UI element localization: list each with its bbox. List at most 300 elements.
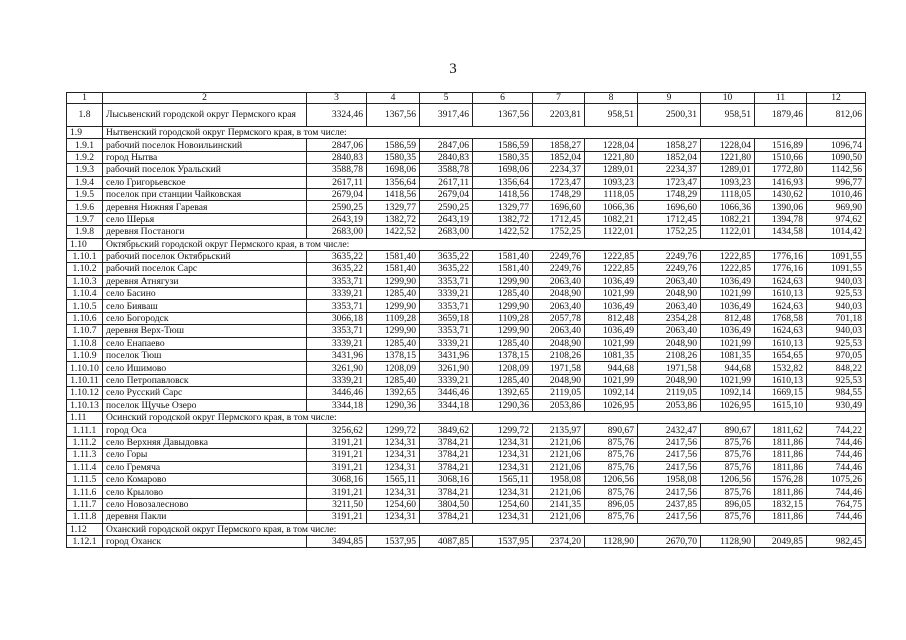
locality-name: город Оса (103, 424, 307, 436)
value-cell: 3353,71 (307, 275, 367, 287)
value-cell: 3191,21 (307, 511, 367, 523)
value-cell: 1285,40 (367, 288, 420, 300)
table-row (67, 461, 866, 473)
value-cell: 3211,50 (307, 498, 367, 510)
value-cell: 930,49 (807, 399, 866, 411)
value-cell: 1066,36 (585, 201, 638, 213)
table-row (67, 498, 866, 510)
locality-name: рабочий поселок Новоильинский (103, 139, 307, 151)
value-cell: 1118,05 (585, 188, 638, 200)
value-cell: 2063,40 (638, 275, 701, 287)
value-cell: 1285,40 (473, 374, 533, 386)
value-cell: 1811,86 (755, 486, 807, 498)
value-cell: 1382,72 (473, 213, 533, 225)
value-cell: 1610,13 (755, 288, 807, 300)
value-cell: 1254,60 (473, 498, 533, 510)
table-row (67, 300, 866, 312)
value-cell: 2840,83 (420, 151, 473, 163)
value-cell: 1118,05 (701, 188, 755, 200)
value-cell: 764,75 (807, 498, 866, 510)
locality-name: рабочий поселок Уральский (103, 164, 307, 176)
value-cell: 2417,56 (638, 486, 701, 498)
locality-name: село Русский Сарс (103, 387, 307, 399)
value-cell: 1091,55 (807, 250, 866, 262)
header-cell: 5 (420, 93, 473, 104)
value-cell: 1971,58 (638, 362, 701, 374)
value-cell: 3784,21 (420, 486, 473, 498)
header-cell: 8 (585, 93, 638, 104)
value-cell: 3494,85 (307, 535, 367, 547)
value-cell: 1222,85 (585, 250, 638, 262)
value-cell: 1036,49 (701, 300, 755, 312)
value-cell: 1565,11 (473, 473, 533, 485)
value-cell: 3066,18 (307, 312, 367, 324)
value-cell: 1723,47 (533, 176, 585, 188)
row-code: 1.10.5 (67, 300, 103, 312)
value-cell: 1234,31 (473, 486, 533, 498)
value-cell: 925,53 (807, 337, 866, 349)
value-cell: 3344,18 (420, 399, 473, 411)
row-code: 1.9.1 (67, 139, 103, 151)
value-cell: 1299,90 (473, 325, 533, 337)
table-row (67, 213, 866, 225)
row-code: 1.12 (67, 523, 103, 535)
value-cell: 1768,58 (755, 312, 807, 324)
value-cell: 2249,76 (638, 250, 701, 262)
value-cell: 2249,76 (533, 263, 585, 275)
section-row (67, 523, 866, 535)
locality-name: село Комарово (103, 473, 307, 485)
value-cell: 1036,49 (701, 325, 755, 337)
value-cell: 1206,56 (701, 473, 755, 485)
value-cell: 2234,37 (533, 164, 585, 176)
header-cell: 7 (533, 93, 585, 104)
value-cell: 3784,21 (420, 449, 473, 461)
value-cell: 812,48 (585, 312, 638, 324)
value-cell: 1852,04 (533, 151, 585, 163)
value-cell: 2617,11 (420, 176, 473, 188)
value-cell: 2048,90 (638, 288, 701, 300)
value-cell: 1581,40 (367, 250, 420, 262)
table-row (67, 275, 866, 287)
row-code: 1.9.5 (67, 188, 103, 200)
value-cell: 1222,85 (585, 263, 638, 275)
locality-name: город Нытва (103, 151, 307, 163)
value-cell: 2141,35 (533, 498, 585, 510)
value-cell: 3191,21 (307, 461, 367, 473)
value-cell: 1586,59 (367, 139, 420, 151)
value-cell: 3191,21 (307, 436, 367, 448)
value-cell: 940,03 (807, 275, 866, 287)
value-cell: 1971,58 (533, 362, 585, 374)
table-row (67, 436, 866, 448)
value-cell: 1234,31 (473, 461, 533, 473)
section-title: Нытвенский городской округ Пермского края, в том числе: (103, 127, 866, 139)
value-cell: 1712,45 (638, 213, 701, 225)
value-cell: 2643,19 (307, 213, 367, 225)
locality-name: поселок при станции Чайковская (103, 188, 307, 200)
value-cell: 1228,04 (701, 139, 755, 151)
page-number: 3 (449, 61, 457, 77)
table-row (67, 535, 866, 547)
value-cell: 3068,16 (307, 473, 367, 485)
value-cell: 982,45 (807, 535, 866, 547)
value-cell: 1222,85 (701, 263, 755, 275)
locality-name: село Басино (103, 288, 307, 300)
value-cell: 2048,90 (533, 374, 585, 386)
value-cell: 1142,56 (807, 164, 866, 176)
value-cell: 875,76 (701, 486, 755, 498)
value-cell: 984,55 (807, 387, 866, 399)
row-code: 1.9.8 (67, 226, 103, 238)
value-cell: 875,76 (585, 449, 638, 461)
table-row (67, 263, 866, 275)
value-cell: 1610,13 (755, 337, 807, 349)
locality-name: город Оханск (103, 535, 307, 547)
value-cell: 1299,90 (367, 325, 420, 337)
header-cell: 1 (67, 93, 103, 104)
value-cell: 1422,52 (367, 226, 420, 238)
value-cell: 1208,09 (367, 362, 420, 374)
row-code: 1.10 (67, 238, 103, 250)
row-code: 1.11.1 (67, 424, 103, 436)
value-cell: 2121,06 (533, 511, 585, 523)
value-cell: 1390,06 (755, 201, 807, 213)
value-cell: 1772,80 (755, 164, 807, 176)
row-code: 1.9 (67, 127, 103, 139)
value-cell: 1128,90 (701, 535, 755, 547)
value-cell: 2048,90 (638, 374, 701, 386)
row-code: 1.9.7 (67, 213, 103, 225)
value-cell: 1811,86 (755, 436, 807, 448)
value-cell: 1516,89 (755, 139, 807, 151)
value-cell: 1208,09 (473, 362, 533, 374)
value-cell: 1082,21 (701, 213, 755, 225)
section-title: Октябрьский городской округ Пермского края, в том числе: (103, 238, 866, 250)
value-cell: 1610,13 (755, 374, 807, 386)
value-cell: 3784,21 (420, 436, 473, 448)
value-cell: 1093,23 (701, 176, 755, 188)
value-cell: 1092,14 (585, 387, 638, 399)
value-cell: 1234,31 (473, 436, 533, 448)
locality-name: село Бияваш (103, 300, 307, 312)
row-code: 1.11.4 (67, 461, 103, 473)
locality-name: деревня Верх-Тюш (103, 325, 307, 337)
value-cell: 1221,80 (701, 151, 755, 163)
table-row (67, 312, 866, 324)
value-cell: 1698,06 (367, 164, 420, 176)
value-cell: 2437,85 (638, 498, 701, 510)
value-cell: 3446,46 (420, 387, 473, 399)
value-cell: 890,67 (585, 424, 638, 436)
locality-name: село Горы (103, 449, 307, 461)
value-cell: 1014,42 (807, 226, 866, 238)
value-cell: 1329,77 (367, 201, 420, 213)
value-cell: 2053,86 (638, 399, 701, 411)
value-cell: 3261,90 (420, 362, 473, 374)
locality-name: село Богородск (103, 312, 307, 324)
value-cell: 1696,60 (638, 201, 701, 213)
value-cell: 1576,28 (755, 473, 807, 485)
value-cell: 2119,05 (638, 387, 701, 399)
header-cell: 4 (367, 93, 420, 104)
value-cell: 2048,90 (638, 337, 701, 349)
value-cell: 1811,86 (755, 461, 807, 473)
table-row (67, 104, 866, 127)
value-cell: 3068,16 (420, 473, 473, 485)
value-cell: 1811,62 (755, 424, 807, 436)
value-cell: 1378,15 (367, 350, 420, 362)
value-cell: 1858,27 (638, 139, 701, 151)
value-cell: 1565,11 (367, 473, 420, 485)
value-cell: 2121,06 (533, 486, 585, 498)
locality-name: село Ишимово (103, 362, 307, 374)
value-cell: 958,51 (585, 104, 638, 127)
row-code: 1.9.3 (67, 164, 103, 176)
value-cell: 2135,97 (533, 424, 585, 436)
value-cell: 1036,49 (585, 275, 638, 287)
value-cell: 2249,76 (638, 263, 701, 275)
value-cell: 1285,40 (473, 337, 533, 349)
value-cell: 1378,15 (473, 350, 533, 362)
value-cell: 2417,56 (638, 436, 701, 448)
locality-name: деревня Нижняя Гаревая (103, 201, 307, 213)
value-cell: 812,06 (807, 104, 866, 127)
value-cell: 2053,86 (533, 399, 585, 411)
value-cell: 2121,06 (533, 449, 585, 461)
value-cell: 3635,22 (307, 250, 367, 262)
tariff-table (66, 92, 866, 548)
table-row (67, 473, 866, 485)
value-cell: 1580,35 (473, 151, 533, 163)
value-cell: 1109,28 (473, 312, 533, 324)
value-cell: 744,46 (807, 511, 866, 523)
value-cell: 1285,40 (367, 374, 420, 386)
value-cell: 2049,85 (755, 535, 807, 547)
value-cell: 3588,78 (307, 164, 367, 176)
value-cell: 1394,78 (755, 213, 807, 225)
value-cell: 1122,01 (585, 226, 638, 238)
value-cell: 2108,26 (638, 350, 701, 362)
value-cell: 1581,40 (473, 250, 533, 262)
value-cell: 875,76 (585, 486, 638, 498)
value-cell: 1081,35 (585, 350, 638, 362)
value-cell: 3635,22 (420, 263, 473, 275)
value-cell: 3339,21 (307, 288, 367, 300)
value-cell: 3339,21 (307, 337, 367, 349)
value-cell: 1222,85 (701, 250, 755, 262)
value-cell: 1430,62 (755, 188, 807, 200)
value-cell: 1290,36 (367, 399, 420, 411)
value-cell: 2683,00 (307, 226, 367, 238)
value-cell: 944,68 (701, 362, 755, 374)
locality-name: село Шерья (103, 213, 307, 225)
value-cell: 1010,46 (807, 188, 866, 200)
locality-name: село Крылово (103, 486, 307, 498)
value-cell: 2063,40 (533, 275, 585, 287)
table-row (67, 164, 866, 176)
value-cell: 1537,95 (473, 535, 533, 547)
value-cell: 2121,06 (533, 461, 585, 473)
value-cell: 1532,82 (755, 362, 807, 374)
value-cell: 1036,49 (701, 275, 755, 287)
value-cell: 3353,71 (420, 300, 473, 312)
header-cell: 10 (701, 93, 755, 104)
locality-name: деревня Пакли (103, 511, 307, 523)
row-code: 1.10.1 (67, 250, 103, 262)
value-cell: 1021,99 (701, 337, 755, 349)
value-cell: 3588,78 (420, 164, 473, 176)
value-cell: 925,53 (807, 374, 866, 386)
value-cell: 1752,25 (638, 226, 701, 238)
value-cell: 875,76 (701, 449, 755, 461)
row-code: 1.9.4 (67, 176, 103, 188)
value-cell: 2617,11 (307, 176, 367, 188)
value-cell: 2840,83 (307, 151, 367, 163)
value-cell: 1329,77 (473, 201, 533, 213)
locality-name: село Петропавловск (103, 374, 307, 386)
locality-name: село Гремяча (103, 461, 307, 473)
header-cell: 9 (638, 93, 701, 104)
header-cell: 12 (807, 93, 866, 104)
value-cell: 3784,21 (420, 461, 473, 473)
value-cell: 1093,23 (585, 176, 638, 188)
section-title: Осинский городской округ Пермского края, в том числе: (103, 411, 866, 423)
header-row (67, 93, 866, 104)
value-cell: 3635,22 (420, 250, 473, 262)
value-cell: 1021,99 (701, 374, 755, 386)
value-cell: 1723,47 (638, 176, 701, 188)
table-row (67, 176, 866, 188)
value-cell: 2500,31 (638, 104, 701, 127)
value-cell: 1748,29 (533, 188, 585, 200)
value-cell: 1581,40 (367, 263, 420, 275)
value-cell: 1712,45 (533, 213, 585, 225)
value-cell: 896,05 (701, 498, 755, 510)
value-cell: 3446,46 (307, 387, 367, 399)
value-cell: 925,53 (807, 288, 866, 300)
value-cell: 1021,99 (585, 288, 638, 300)
section-row (67, 127, 866, 139)
locality-name: поселок Щучье Озеро (103, 399, 307, 411)
value-cell: 1615,10 (755, 399, 807, 411)
value-cell: 2417,56 (638, 449, 701, 461)
row-code: 1.11.6 (67, 486, 103, 498)
value-cell: 3256,62 (307, 424, 367, 436)
value-cell: 3431,96 (307, 350, 367, 362)
locality-name: село Григорьевское (103, 176, 307, 188)
value-cell: 2121,06 (533, 436, 585, 448)
value-cell: 1285,40 (367, 337, 420, 349)
value-cell: 2048,90 (533, 337, 585, 349)
value-cell: 958,51 (701, 104, 755, 127)
value-cell: 1221,80 (585, 151, 638, 163)
value-cell: 1832,15 (755, 498, 807, 510)
value-cell: 1091,55 (807, 263, 866, 275)
locality-name: село Новозалесново (103, 498, 307, 510)
value-cell: 1748,29 (638, 188, 701, 200)
value-cell: 896,05 (585, 498, 638, 510)
value-cell: 1290,36 (473, 399, 533, 411)
value-cell: 1669,15 (755, 387, 807, 399)
locality-name: село Верхняя Давыдовка (103, 436, 307, 448)
value-cell: 1109,28 (367, 312, 420, 324)
value-cell: 744,46 (807, 436, 866, 448)
value-cell: 875,76 (585, 436, 638, 448)
value-cell: 1299,90 (367, 275, 420, 287)
value-cell: 3324,46 (307, 104, 367, 127)
table-row (67, 139, 866, 151)
locality-name: деревня Постаноги (103, 226, 307, 238)
row-code: 1.10.9 (67, 350, 103, 362)
value-cell: 1299,72 (367, 424, 420, 436)
value-cell: 1852,04 (638, 151, 701, 163)
table-row (67, 362, 866, 374)
value-cell: 875,76 (701, 511, 755, 523)
table-row (67, 325, 866, 337)
value-cell: 3804,50 (420, 498, 473, 510)
value-cell: 3339,21 (307, 374, 367, 386)
value-cell: 2249,76 (533, 250, 585, 262)
value-cell: 3339,21 (420, 288, 473, 300)
value-cell: 1299,90 (367, 300, 420, 312)
value-cell: 2670,70 (638, 535, 701, 547)
section-row (67, 238, 866, 250)
value-cell: 2847,06 (307, 139, 367, 151)
value-cell: 2374,20 (533, 535, 585, 547)
locality-name: Лысьвенский городской округ Пермского края (103, 104, 307, 127)
value-cell: 1367,56 (367, 104, 420, 127)
value-cell: 3353,71 (307, 300, 367, 312)
value-cell: 2417,56 (638, 511, 701, 523)
value-cell: 3784,21 (420, 511, 473, 523)
value-cell: 3339,21 (420, 337, 473, 349)
table-row (67, 201, 866, 213)
table-row (67, 250, 866, 262)
value-cell: 1418,56 (473, 188, 533, 200)
value-cell: 1392,65 (473, 387, 533, 399)
value-cell: 1624,63 (755, 300, 807, 312)
value-cell: 1392,65 (367, 387, 420, 399)
value-cell: 744,22 (807, 424, 866, 436)
header-cell: 11 (755, 93, 807, 104)
value-cell: 2683,00 (420, 226, 473, 238)
value-cell: 1234,31 (367, 461, 420, 473)
value-cell: 3917,46 (420, 104, 473, 127)
value-cell: 1811,86 (755, 511, 807, 523)
value-cell: 1696,60 (533, 201, 585, 213)
value-cell: 2057,78 (533, 312, 585, 324)
value-cell: 1356,64 (473, 176, 533, 188)
row-code: 1.11.5 (67, 473, 103, 485)
value-cell: 3635,22 (307, 263, 367, 275)
value-cell: 3339,21 (420, 374, 473, 386)
table-row (67, 399, 866, 411)
table-row (67, 511, 866, 523)
value-cell: 1090,50 (807, 151, 866, 163)
value-cell: 1654,65 (755, 350, 807, 362)
value-cell: 2590,25 (307, 201, 367, 213)
value-cell: 1096,74 (807, 139, 866, 151)
value-cell: 3191,21 (307, 486, 367, 498)
value-cell: 1021,99 (701, 288, 755, 300)
value-cell: 1066,36 (701, 201, 755, 213)
table-row (67, 486, 866, 498)
locality-name: поселок Тюш (103, 350, 307, 362)
section-row (67, 411, 866, 423)
value-cell: 1234,31 (473, 511, 533, 523)
header-cell: 2 (103, 93, 307, 104)
